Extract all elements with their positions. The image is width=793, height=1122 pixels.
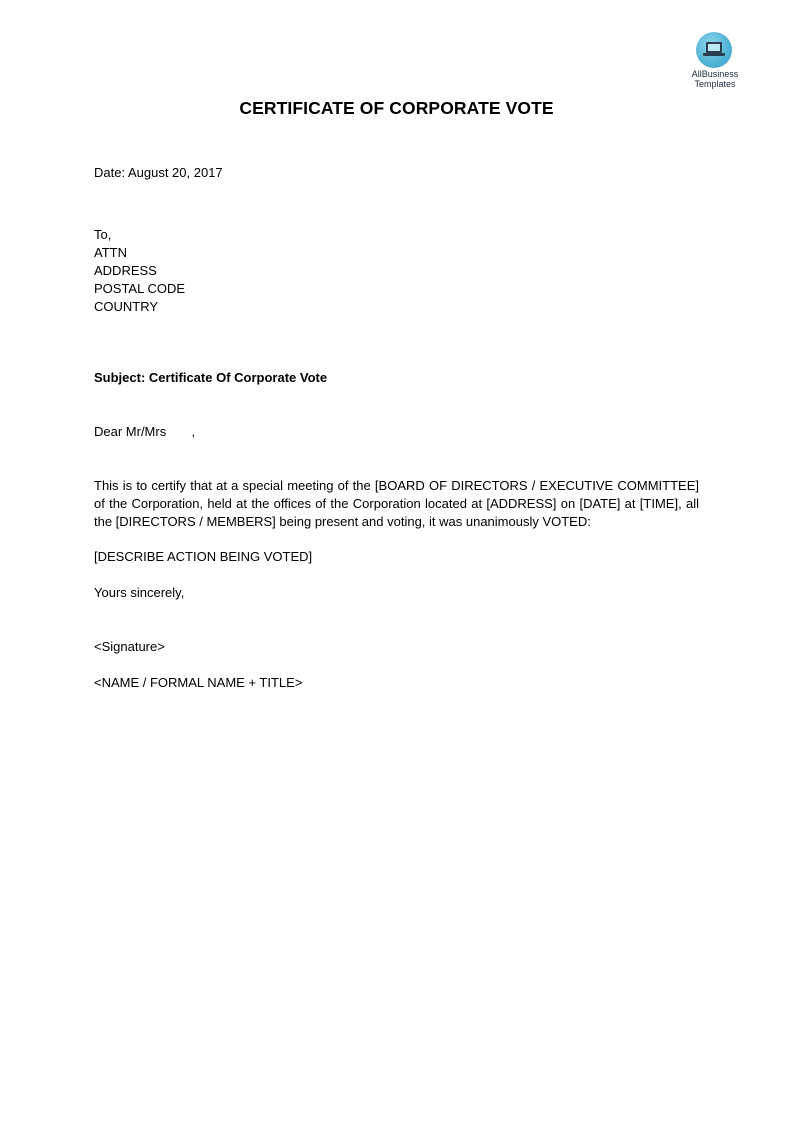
date-line: Date: August 20, 2017 bbox=[94, 165, 223, 180]
logo-text-line1: AllBusiness bbox=[691, 69, 739, 79]
greeting-line: Dear Mr/Mrs , bbox=[94, 424, 196, 439]
allbusiness-templates-logo bbox=[684, 32, 746, 92]
body-paragraph: This is to certify that at a special meeting of the [BOARD OF DIRECTORS / EXECUTIVE COMMITTEE] of the Corporation, held at the offices of the Corporation located at [ADDRESS] on [DATE] at [TIME], all the [DIRECTORS / MEMBERS] being present and voting, it was unanimously VOTED: bbox=[94, 478, 699, 529]
recipient-to: To, bbox=[94, 227, 112, 242]
document-title: CERTIFICATE OF CORPORATE VOTE bbox=[239, 98, 554, 118]
logo-text bbox=[684, 69, 746, 89]
subject-line: Subject: Certificate Of Corporate Vote bbox=[94, 370, 328, 385]
signature-placeholder: <Signature> bbox=[94, 639, 165, 654]
action-line: [DESCRIBE ACTION BEING VOTED] bbox=[94, 549, 313, 564]
recipient-address: ADDRESS bbox=[94, 263, 157, 278]
recipient-postal-code: POSTAL CODE bbox=[94, 281, 186, 296]
recipient-attn: ATTN bbox=[94, 245, 127, 260]
logo-text-line2: Templates bbox=[694, 79, 736, 89]
laptop-icon bbox=[696, 32, 732, 68]
recipient-country: COUNTRY bbox=[94, 299, 159, 314]
closing-line: Yours sincerely, bbox=[94, 585, 185, 600]
name-title-placeholder: <NAME / FORMAL NAME + TITLE> bbox=[94, 675, 303, 690]
recipient-block bbox=[94, 226, 185, 316]
